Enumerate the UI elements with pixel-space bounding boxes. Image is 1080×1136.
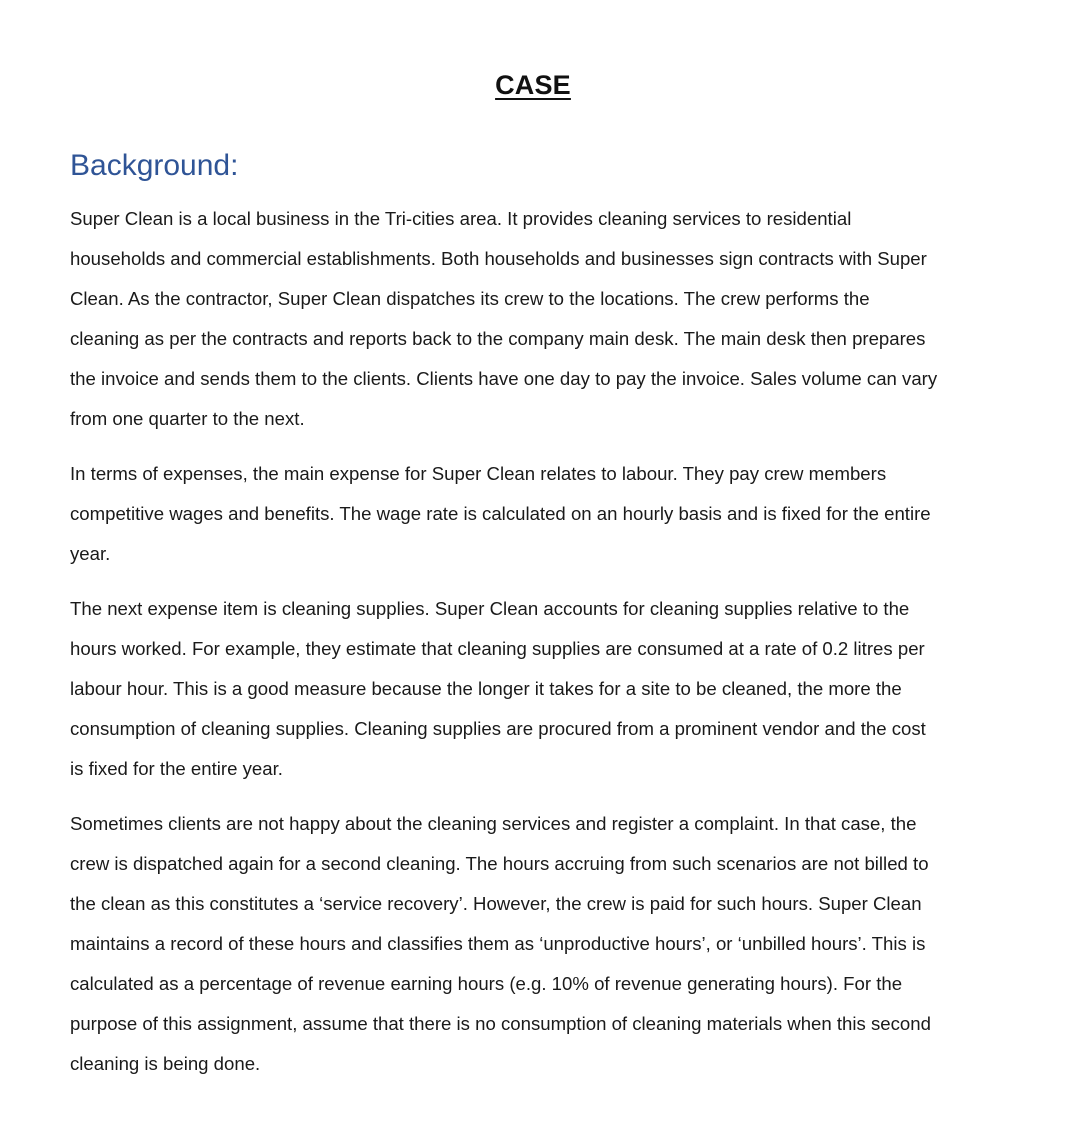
paragraph-labour-expenses: In terms of expenses, the main expense for Super Clean relates to labour. They pay crew members competitive wages and benefits. The wage rate is calculated on an hourly basis and is fixed for the entire year. (70, 463, 931, 564)
document-body (70, 199, 1010, 1099)
paragraph-background: Super Clean is a local business in the Tri-cities area. It provides cleaning services to residential households and commercial establishments. Both households and businesses sign contracts with Super Clean. As the contractor, Super Clean dispatches its crew to the locations. The crew performs the cleaning as per the contracts and reports back to the company main desk. The main desk then prepares the invoice and sends them to the clients. Clients have one day to pay the invoice. Sales volume can vary from one quarter to the next. (70, 208, 938, 429)
paragraph-cleaning-supplies: The next expense item is cleaning supplies. Super Clean accounts for cleaning supplies relative to the hours worked. For example, they estimate that cleaning supplies are consumed at a rate of 0.2 litres per labour hour. This is a good measure because the longer it takes for a site to be cleaned, the more the consumption of cleaning supplies. Cleaning supplies are procured from a prominent vendor and the cost is fixed for the entire year. (70, 598, 926, 779)
document-title: CASE (495, 70, 571, 100)
section-heading: Background: (70, 149, 239, 182)
paragraph-unbilled-hours: Sometimes clients are not happy about the cleaning services and register a complaint. In that case, the crew is dispatched again for a second cleaning. The hours accruing from such scenarios are not billed to the clean as this constitutes a ‘service recovery’. However, the crew is paid for such hours. Super Clean maintains a record of these hours and classifies them as ‘unproductive hours’, or ‘unbilled hours’. This is calculated as a percentage of revenue earning hours (e.g. 10% of revenue generating hours). For the purpose of this assignment, assume that there is no consumption of cleaning materials when this second cleaning is being done. (70, 813, 931, 1074)
